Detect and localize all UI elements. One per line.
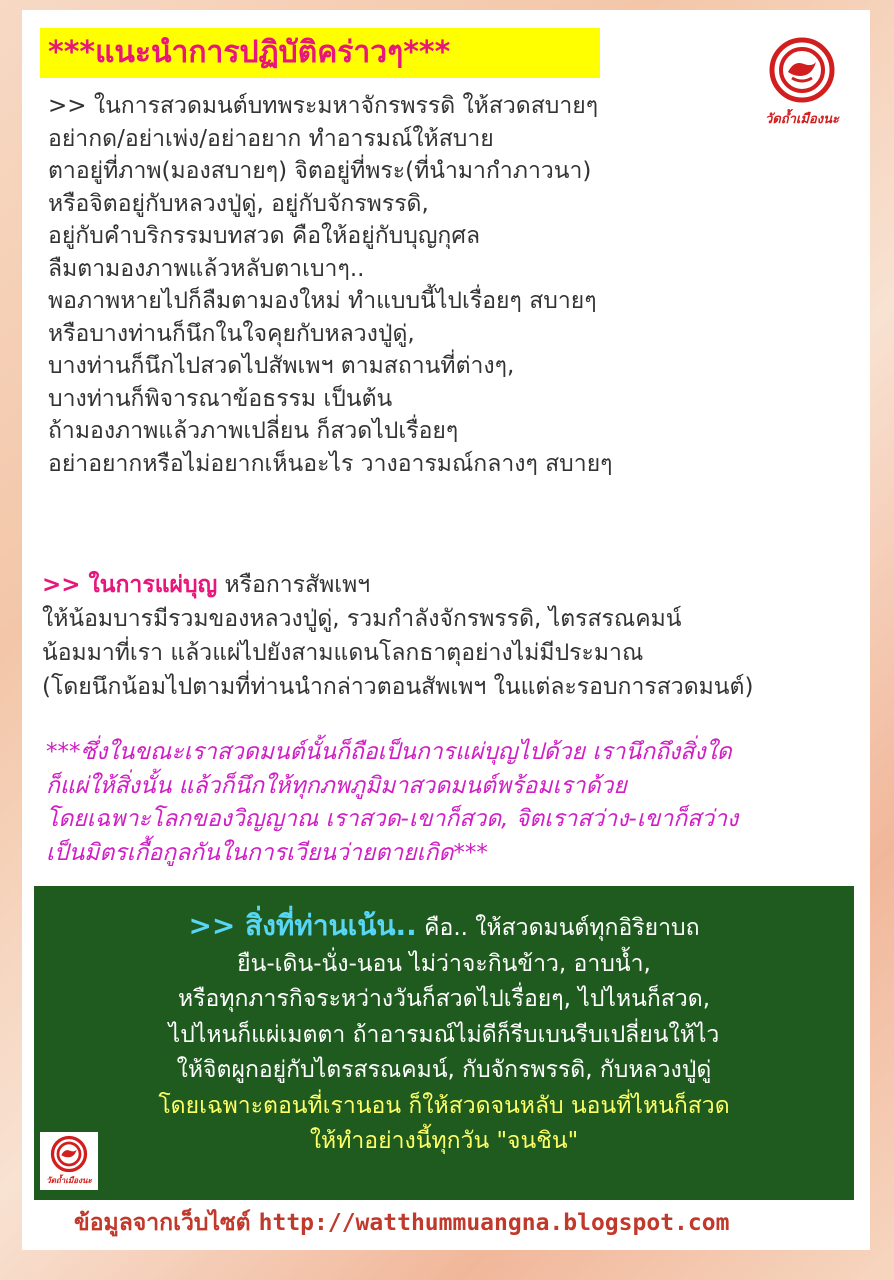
text-line: หรือบางท่านก็นึกในใจคุยกับหลวงปู่ดู่, — [48, 320, 415, 347]
text-line: อยู่กับคำบริกรรมบทสวด คือให้อยู่กับบุญกุศล — [48, 223, 481, 249]
source-footer — [74, 1206, 854, 1240]
emphasis-box — [34, 886, 854, 1200]
text-line: ยืน-เดิน-นั่ง-นอน ไม่ว่าจะกินข้าว, อาบน้ำ, — [237, 950, 651, 977]
emphasis-heading: >> สิ่งที่ท่านเน้น.. — [188, 909, 417, 942]
text-line: ถ้ามองภาพแล้วภาพเปลี่ยน ก็สวดไปเรื่อยๆ — [48, 418, 459, 444]
text-line: ให้ทำอย่างนี้ทุกวัน "จนชิน" — [309, 1128, 579, 1154]
text-line: เป็นมิตรเกื้อกูลกันในการเวียนว่ายตายเกิด*** — [46, 839, 488, 866]
merit-heading-rest: หรือการสัพเพฯ — [217, 572, 371, 598]
source-label: ข้อมูลจากเว็บไซต์ — [74, 1210, 251, 1236]
text-line: (โดยนึกน้อมไปตามที่ท่านนำกล่าวตอนสัพเพฯ ในแต่ละรอบการสวดมนต์) — [42, 674, 754, 700]
text-line — [42, 568, 852, 602]
text-line: >> ในการสวดมนต์บทพระมหาจักรพรรดิ ให้สวดสบายๆ — [48, 93, 599, 119]
text-line: น้อมมาที่เรา แล้วแผ่ไปยังสามแดนโลกธาตุอย่างไม่มีประมาณ — [42, 640, 644, 666]
text-line: ไปไหนก็แผ่เมตตา ถ้าอารมณ์ไม่ดีก็รีบเบนรีบเปลี่ยนให้ไว — [168, 1021, 720, 1048]
text-line: โดยเฉพาะโลกของวิญญาณ เราสวด-เขาก็สวด, จิตเราสว่าง-เขาก็สว่าง — [46, 806, 739, 832]
merit-paragraph — [42, 568, 852, 704]
text-line: พอภาพหายไปก็ลืมตามองใหม่ ทำแบบนี้ไปเรื่อยๆ สบายๆ — [48, 288, 597, 314]
text-line: อย่าอยากหรือไม่อยากเห็นอะไร วางอารมณ์กลางๆ สบายๆ — [48, 450, 613, 477]
merit-heading: >> ในการแผ่บุญ — [42, 572, 218, 598]
temple-logo-small — [40, 1132, 98, 1190]
text-line: ***ซึ่งในขณะเราสวดมนต์นั้นก็ถือเป็นการแผ่บุญไปด้วย เรานึกถึงสิ่งใด — [46, 739, 732, 765]
text-line — [34, 908, 854, 947]
logo-text: วัดถ้ำเมืองนะ — [765, 112, 839, 127]
text-line: ก็แผ่ให้สิ่งนั้น แล้วก็นึกให้ทุกภพภูมิมาสวดมนต์พร้อมเราด้วย — [46, 772, 627, 799]
text-line: ให้น้อมบารมีรวมของหลวงปู่ดู่, รวมกำลังจักรพรรดิ, ไตรสรณคมน์ — [42, 606, 682, 632]
note-paragraph — [46, 736, 856, 870]
temple-logo-small-icon — [40, 1132, 98, 1176]
text-line: บางท่านก็นึกไปสวดไปสัพเพฯ ตามสถานที่ต่างๆ, — [48, 353, 515, 379]
text-line: อย่ากด/อย่าเพ่ง/อย่าอยาก ทำอารมณ์ให้สบาย — [48, 125, 494, 152]
text-line: บางท่านก็พิจารณาข้อธรรม เป็นต้น — [48, 385, 393, 412]
content-card — [22, 10, 870, 1250]
text-line: ให้จิตผูกอยู่กับไตรสรณคมน์, กับจักรพรรดิ, กับหลวงปู่ดู่ — [176, 1057, 712, 1083]
text-line: หรือจิตอยู่กับหลวงปู่ดู่, อยู่กับจักรพรรดิ, — [48, 190, 429, 217]
source-link[interactable]: http://watthummuangna.blogspot.com — [258, 1210, 730, 1236]
emphasis-heading-rest: คือ.. ให้สวดมนต์ทุกอิริยาบถ — [416, 915, 700, 941]
text-line: หรือทุกภารกิจระหว่างวันก็สวดไปเรื่อยๆ, ไปไหนก็สวด, — [177, 986, 711, 1012]
text-line: ลืมตามองภาพแล้วหลับตาเบาๆ.. — [48, 255, 365, 282]
text-line: ตาอยู่ที่ภาพ(มองสบายๆ) จิตอยู่ที่พระ(ที่นำมากำภาวนา) — [48, 158, 592, 184]
text-line: โดยเฉพาะตอนที่เรานอน ก็ให้สวดจนหลับ นอนที่ไหนก็สวด — [158, 1092, 730, 1119]
logo-text-small: วัดถ้ำเมืองนะ — [46, 1175, 92, 1185]
instruction-paragraph — [48, 90, 848, 480]
page-title: ***แนะนำการปฏิบัติคร่าวๆ*** — [40, 28, 600, 78]
